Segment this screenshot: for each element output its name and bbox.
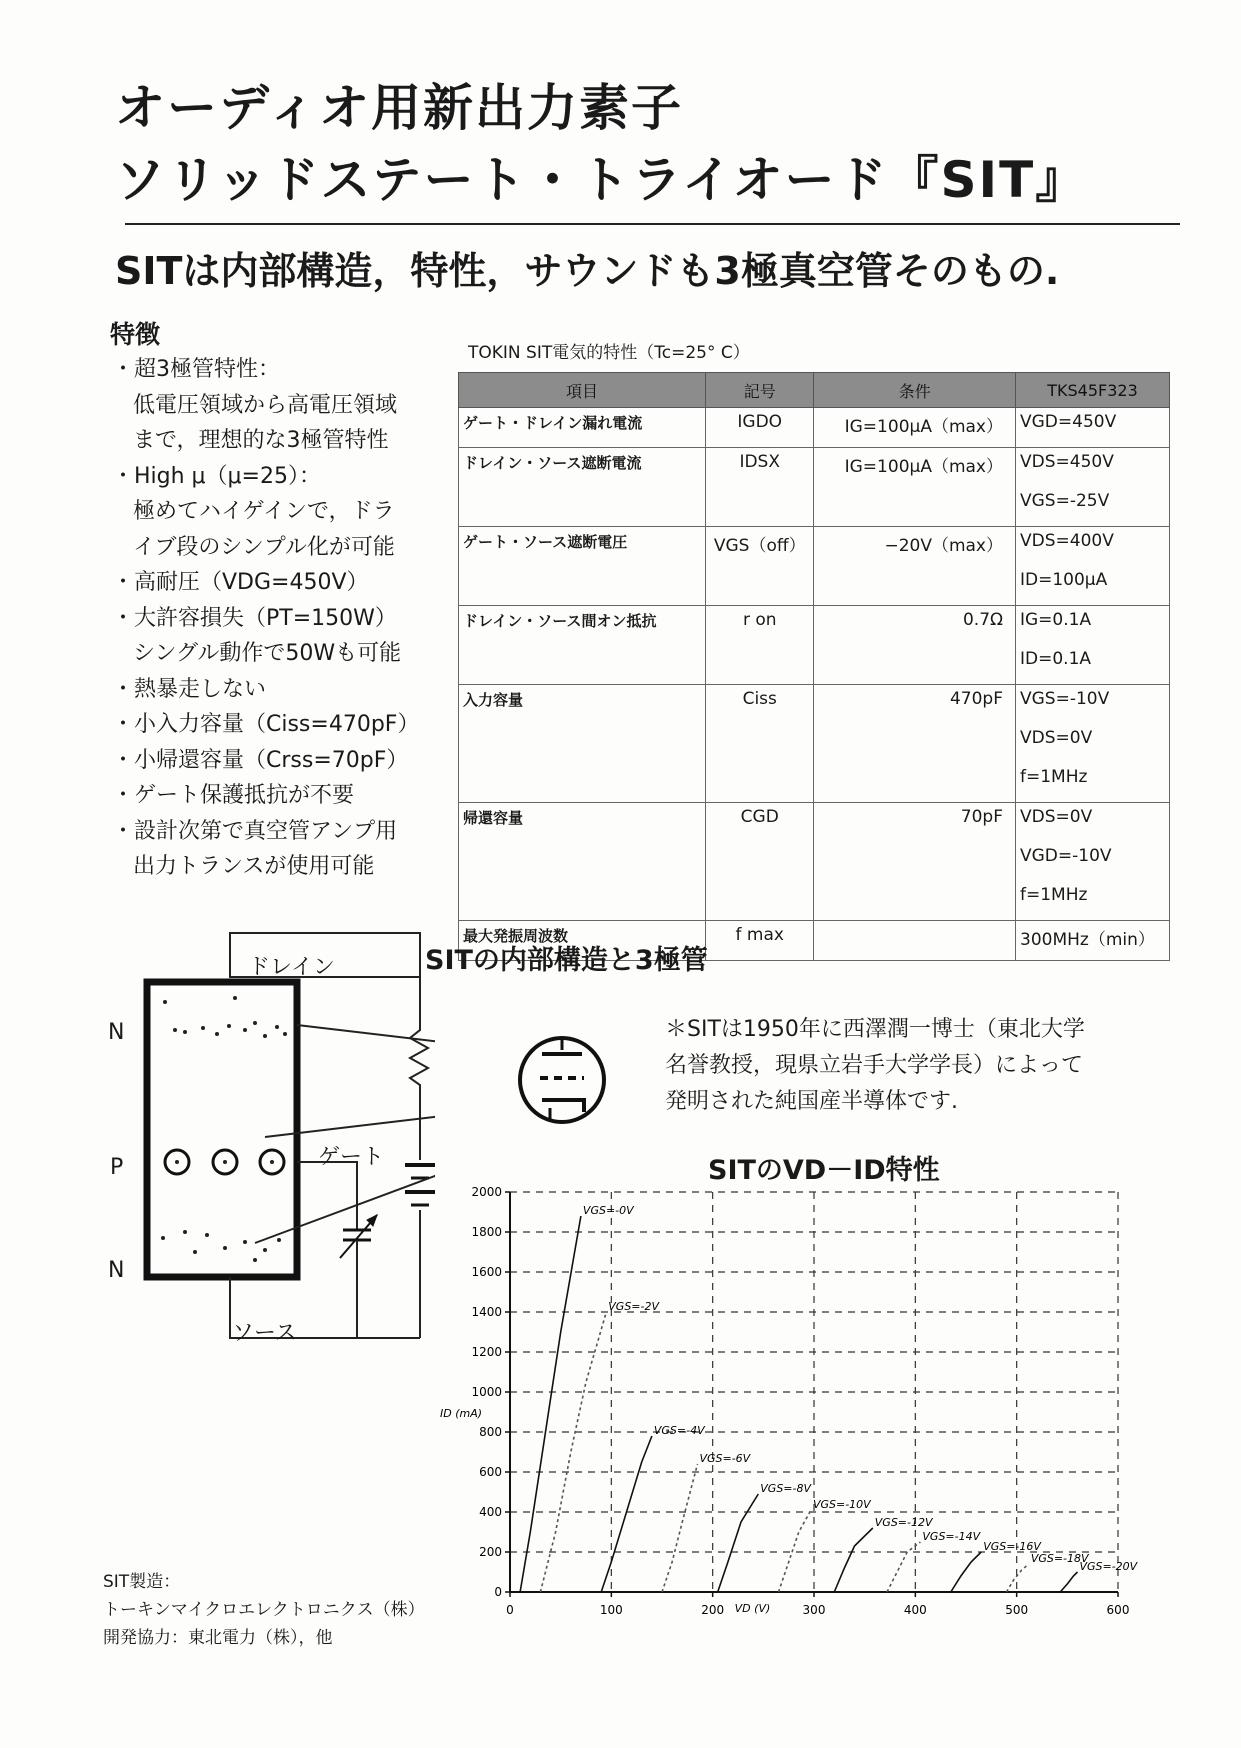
spec-table-row (459, 724, 1170, 763)
y-tick-label: 800 (479, 1425, 502, 1439)
spec-table-row (459, 448, 1170, 488)
series-line (779, 1510, 812, 1592)
spec-value-cell: VGS=-25V (1016, 487, 1170, 527)
spec-condition-cell (814, 842, 1016, 881)
series-line (1060, 1572, 1077, 1592)
series-line (1007, 1564, 1029, 1592)
spec-condition-cell: −20V（max） (814, 527, 1016, 567)
series-label: VGS=-14V (922, 1530, 981, 1543)
series-line (540, 1312, 606, 1592)
spec-item-cell (459, 763, 706, 803)
spec-item-cell (459, 645, 706, 685)
layer-p: P (110, 1155, 124, 1180)
x-tick-label: 0 (506, 1603, 514, 1617)
spec-value-cell: VDS=0V (1016, 803, 1170, 843)
note-line: 発明された純国産半導体です. (665, 1089, 958, 1114)
spec-item-cell: 入力容量 (459, 685, 706, 725)
x-tick-label: 500 (1005, 1603, 1029, 1617)
spec-value-cell: VDS=450V (1016, 448, 1170, 488)
y-tick-label: 2000 (471, 1185, 502, 1199)
y-tick-label: 600 (479, 1465, 502, 1479)
spec-condition-cell (814, 724, 1016, 763)
spec-table-row (459, 487, 1170, 527)
spec-table-row (459, 881, 1170, 921)
spec-symbol-cell (705, 881, 814, 921)
spec-symbol-cell: r on (705, 606, 814, 646)
spec-symbol-cell: f max (705, 921, 814, 961)
vd-id-chart (438, 1180, 1138, 1620)
n-region-dots-top (163, 996, 287, 1038)
series-label: VGS=-2V (608, 1300, 660, 1313)
y-axis-label: ID (mA) (440, 1407, 483, 1420)
spec-table-row (459, 842, 1170, 881)
spec-condition-cell (814, 881, 1016, 921)
spec-item-cell: ドレイン・ソース遮断電流 (459, 448, 706, 488)
feature-line: まで，理想的な3極管特性 (133, 428, 389, 453)
source-label: ソース (232, 1321, 297, 1346)
spec-value-cell: f=1MHz (1016, 763, 1170, 803)
spec-value-cell: f=1MHz (1016, 881, 1170, 921)
page-title-line2: ソリッドステート・トライオード『SIT』 (115, 151, 1088, 209)
spec-symbol-cell (705, 487, 814, 527)
y-tick-label: 1600 (471, 1265, 502, 1279)
spec-table-row (459, 408, 1170, 448)
feature-line: ・小入力容量（Ciss=470pF） (112, 712, 420, 737)
spec-item-cell: 最大発振周波数 (459, 921, 706, 961)
spec-item-cell (459, 881, 706, 921)
spec-table-header-row (459, 373, 1170, 408)
credits (103, 1568, 425, 1652)
y-tick-label: 200 (479, 1545, 502, 1559)
feature-line: イブ段のシンプル化が可能 (133, 534, 395, 560)
spec-condition-cell (814, 645, 1016, 685)
spec-table-body (459, 408, 1170, 961)
feature-line: ・高耐圧（VDG=450V） (112, 570, 369, 595)
spec-value-cell: IG=0.1A (1016, 606, 1170, 646)
series-label: VGS=-12V (874, 1516, 933, 1529)
series-line (834, 1528, 873, 1592)
spec-table-caption: TOKIN SIT電気的特性（Tc=25° C） (468, 343, 750, 363)
spec-condition-cell: IG=100μA（max） (814, 408, 1016, 448)
series-label: VGS=-16V (983, 1540, 1041, 1553)
feature-line: ・大許容損失（PT=150W） (112, 605, 397, 631)
spec-value-cell: VDS=400V (1016, 527, 1170, 567)
spec-symbol-cell: IDSX (705, 448, 814, 488)
features-list (112, 352, 452, 885)
series-label: VGS=-6V (699, 1452, 751, 1465)
pointer-line-drain (297, 1025, 435, 1053)
gate-wire (297, 1162, 357, 1230)
x-axis-label: VD (V) (734, 1602, 771, 1615)
spec-symbol-cell (705, 842, 814, 881)
feature-line: ・熱暴走しない (112, 676, 267, 702)
series-label: VGS=-20V (1079, 1560, 1138, 1573)
spec-table-row (459, 527, 1170, 567)
feature-line: シングル動作で50Wも可能 (133, 641, 402, 666)
x-tick-label: 300 (802, 1603, 826, 1617)
spec-value-cell: ID=100μA (1016, 566, 1170, 606)
x-tick-label: 600 (1106, 1603, 1130, 1617)
inventor-note (665, 1012, 1165, 1120)
load-resistor (410, 977, 428, 1160)
spec-item-cell (459, 566, 706, 606)
series-label: VGS=-18V (1030, 1552, 1089, 1565)
spec-table (458, 372, 1170, 961)
x-tick-label: 400 (903, 1603, 927, 1617)
series-label: VGS=-8V (760, 1482, 812, 1495)
y-tick-label: 0 (494, 1585, 502, 1599)
n-region-dots-bottom (161, 1230, 281, 1262)
spec-condition-cell (814, 763, 1016, 803)
gate-label: ゲート (318, 1145, 385, 1170)
triode-tube-symbol (510, 1030, 620, 1130)
series-line (662, 1464, 698, 1592)
title-divider (125, 223, 1180, 225)
series-line (601, 1436, 652, 1592)
feature-line: 低電圧領域から高電圧領域 (133, 392, 398, 418)
diagram-title: SITの内部構造と3極管 (425, 945, 708, 976)
header-condition: 条件 (814, 373, 1016, 408)
spec-symbol-cell: VGS（off） (705, 527, 814, 567)
x-tick-label: 100 (599, 1603, 623, 1617)
credits-line: 開発協力：東北電力（株），他 (103, 1628, 333, 1648)
series-label: VGS=-10V (812, 1498, 871, 1511)
spec-item-cell (459, 487, 706, 527)
page-title-line1: オーディオ用新出力素子 (115, 79, 683, 137)
feature-line: ・設計次第で真空管アンプ用 (112, 818, 398, 844)
spec-item-cell: ドレイン・ソース間オン抵抗 (459, 606, 706, 646)
spec-condition-cell: IG=100μA（max） (814, 448, 1016, 488)
series-label: VGS=-0V (582, 1204, 634, 1217)
note-line: ＊SITは1950年に西澤潤一博士（東北大学 (665, 1017, 1085, 1042)
spec-table-row (459, 803, 1170, 843)
x-tick-label: 200 (701, 1603, 725, 1617)
spec-symbol-cell: Ciss (705, 685, 814, 725)
y-tick-label: 1200 (471, 1345, 502, 1359)
spec-value-cell: ID=0.1A (1016, 645, 1170, 685)
feature-line: 極めてハイゲインで，ドラ (133, 499, 395, 524)
note-line: 名誉教授，現県立岩手大学学長）によって (665, 1053, 1084, 1078)
spec-symbol-cell (705, 763, 814, 803)
spec-symbol-cell (705, 645, 814, 685)
spec-item-cell: 帰還容量 (459, 803, 706, 843)
spec-table-row (459, 645, 1170, 685)
spec-symbol-cell: CGD (705, 803, 814, 843)
layer-n-bottom: N (108, 1258, 125, 1283)
credits-line: SIT製造： (103, 1572, 181, 1592)
y-tick-label: 400 (479, 1505, 502, 1519)
spec-symbol-cell (705, 724, 814, 763)
pointer-line-grid (265, 1105, 435, 1137)
subtitle: SITは内部構造，特性，サウンドも3極真空管そのもの. (115, 249, 1060, 293)
feature-line: ・小帰還容量（Crss=70pF） (112, 747, 409, 773)
spec-value-cell: VGD=-10V (1016, 842, 1170, 881)
tube-cathode (542, 1100, 584, 1112)
spec-table-row (459, 685, 1170, 725)
feature-line: ・High μ（μ=25）： (112, 463, 321, 489)
feature-line: ・超3極管特性： (112, 357, 280, 382)
series-line (951, 1552, 981, 1592)
spec-item-cell: ゲート・ドレイン漏れ電流 (459, 408, 706, 448)
spec-table-row (459, 606, 1170, 646)
header-part-number: TKS45F323 (1016, 373, 1170, 408)
y-tick-label: 1400 (471, 1305, 502, 1319)
sit-chip-body (147, 982, 297, 1277)
spec-item-cell (459, 724, 706, 763)
spec-value-cell: 300MHz（min） (1016, 921, 1170, 961)
features-heading: 特徴 (110, 320, 161, 349)
header-item: 項目 (459, 373, 706, 408)
spec-symbol-cell (705, 566, 814, 606)
drain-label: ドレイン (248, 955, 335, 980)
gate-bias-capacitor (340, 1215, 377, 1258)
spec-item-cell: ゲート・ソース遮断電圧 (459, 527, 706, 567)
header-symbol: 記号 (705, 373, 814, 408)
layer-n-top: N (108, 1020, 125, 1045)
spec-value-cell: VDS=0V (1016, 724, 1170, 763)
spec-condition-cell: 0.7Ω (814, 606, 1016, 646)
series-line (718, 1494, 759, 1592)
spec-value-cell: VGD=450V (1016, 408, 1170, 448)
spec-condition-cell (814, 487, 1016, 527)
y-tick-label: 1800 (471, 1225, 502, 1239)
y-tick-label: 1000 (471, 1385, 502, 1399)
spec-condition-cell (814, 921, 1016, 961)
spec-condition-cell (814, 566, 1016, 606)
feature-line: 出力トランスが使用可能 (133, 854, 375, 879)
spec-value-cell: VGS=-10V (1016, 685, 1170, 725)
spec-item-cell (459, 842, 706, 881)
spec-table-row (459, 566, 1170, 606)
spec-condition-cell: 470pF (814, 685, 1016, 725)
series-label: VGS=-4V (653, 1424, 705, 1437)
spec-table-row (459, 763, 1170, 803)
spec-symbol-cell: IGDO (705, 408, 814, 448)
spec-condition-cell: 70pF (814, 803, 1016, 843)
chart-title: SITのVD－ID特性 (708, 1155, 940, 1186)
credits-line: トーキンマイクロエレクトロニクス（株） (103, 1600, 425, 1620)
feature-line: ・ゲート保護抵抗が不要 (112, 783, 355, 808)
